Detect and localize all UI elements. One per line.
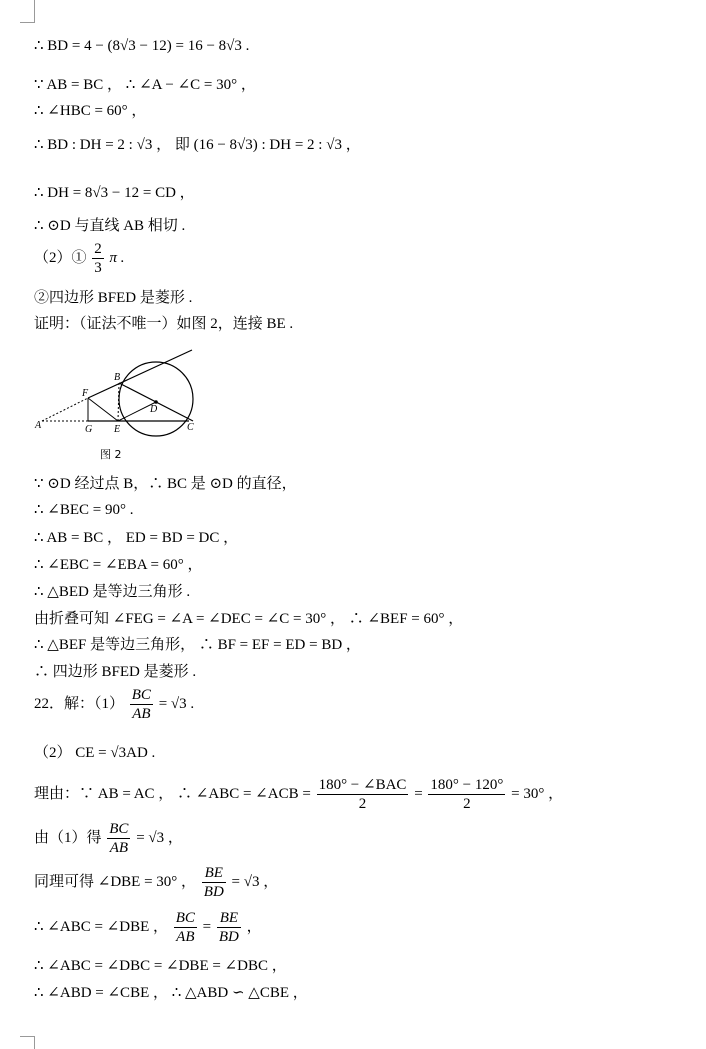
line-12: ∴ AB = BC ， ED = BD = DC ，: [34, 530, 239, 546]
line-19: （2） CE = √3AD .: [34, 745, 156, 761]
line-fb-extended: [88, 350, 192, 398]
line-14: ∴ △BED 是等边三角形 .: [34, 584, 191, 600]
page-corner-mark-bottom: [20, 1036, 35, 1049]
label-b: B: [114, 372, 121, 383]
fraction: $\frac{BE}{BD}$: [203, 865, 224, 900]
fraction: $\frac{BC}{AB}$: [109, 821, 129, 856]
line-1: ∴ BD = 4 − (8√3 − 12) = 16 − 8√3 .: [34, 38, 250, 54]
label-f: F: [82, 388, 89, 399]
line-6: ∴ ⊙D 与直线 AB 相切 .: [34, 218, 186, 234]
fraction: $\frac{BC}{AB}$: [131, 687, 151, 722]
line-2: ∵ AB = BC ， ∴ ∠A − ∠C = 30° ，: [34, 77, 256, 93]
label-d: D: [150, 404, 158, 415]
page-corner-mark-top: [20, 0, 35, 23]
label-a: A: [35, 420, 42, 431]
line-13: ∴ ∠EBC = ∠EBA = 60° ，: [34, 557, 203, 573]
line-21: 由（1）得 $\frac{BC}{AB}$ = √3 ，: [34, 821, 183, 856]
line-18: 22．解：（1） $\frac{BC}{AB}$ = √3 .: [34, 687, 195, 722]
figure-caption: 图 2: [100, 448, 122, 461]
circle-d: [119, 362, 193, 436]
line-7: （2）① $\frac{2}{3}$ π .: [34, 241, 125, 276]
line-9: 证明：（证法不唯一）如图 2，连接 BE .: [34, 316, 294, 332]
dashed-af: [42, 398, 88, 421]
fraction: $\frac{BC}{AB}$: [175, 910, 195, 945]
line-22: 同理可得 ∠DBE = 30° ， $\frac{BE}{BD}$ = √3 ，: [34, 865, 279, 900]
label-e: E: [114, 424, 121, 435]
fraction: $\frac{\text{180° − ∠BAC}}{2}$: [318, 777, 407, 812]
line-fe: [88, 398, 118, 421]
line-4: ∴ BD : DH = 2 : √3 ， 即 (16 − 8√3) : DH = 2 : √3 ，: [34, 137, 361, 153]
line-20: 理由：∵ AB = AC ， ∴ ∠ABC = ∠ACB = $\frac{\text{180° − ∠BAC}}{2}$ = $\frac{180^\circ - 120^\circ}{2}$ = 30° ，: [34, 777, 564, 812]
line-11: ∴ ∠BEC = 90° .: [34, 502, 134, 518]
line-5: ∴ DH = 8√3 − 12 = CD ，: [34, 185, 195, 201]
fraction: $\frac{BE}{BD}$: [218, 910, 239, 945]
line-3: ∴ ∠HBC = 60° ，: [34, 103, 147, 119]
line-25: ∴ ∠ABD = ∠CBE ， ∴ △ABD ∽ △CBE ，: [34, 985, 308, 1001]
line-17: ∴ 四边形 BFED 是菱形 .: [34, 664, 197, 680]
line-23: ∴ ∠ABC = ∠DBE ， $\frac{BC}{AB}$ = $\frac{BE}{BD}$ ，: [34, 910, 262, 945]
fraction: $\frac{2}{3}$: [94, 241, 102, 276]
fraction: $\frac{180^\circ - 120^\circ}{2}$: [430, 777, 504, 812]
label-c: C: [187, 422, 194, 433]
line-24: ∴ ∠ABC = ∠DBC = ∠DBE = ∠DBC ，: [34, 958, 287, 974]
geometry-figure: [34, 346, 204, 446]
label-g: G: [85, 424, 93, 435]
line-16: ∴ △BEF 是等边三角形， ∴ BF = EF = ED = BD ，: [34, 637, 361, 653]
line-15: 由折叠可知 ∠FEG = ∠A = ∠DEC = ∠C = 30° ， ∴ ∠BEF = 60° ，: [34, 611, 464, 627]
line-10: ∵ ⊙D 经过点 B，∴ BC 是 ⊙D 的直径，: [34, 476, 297, 492]
line-8: ②四边形 BFED 是菱形 .: [34, 290, 193, 306]
